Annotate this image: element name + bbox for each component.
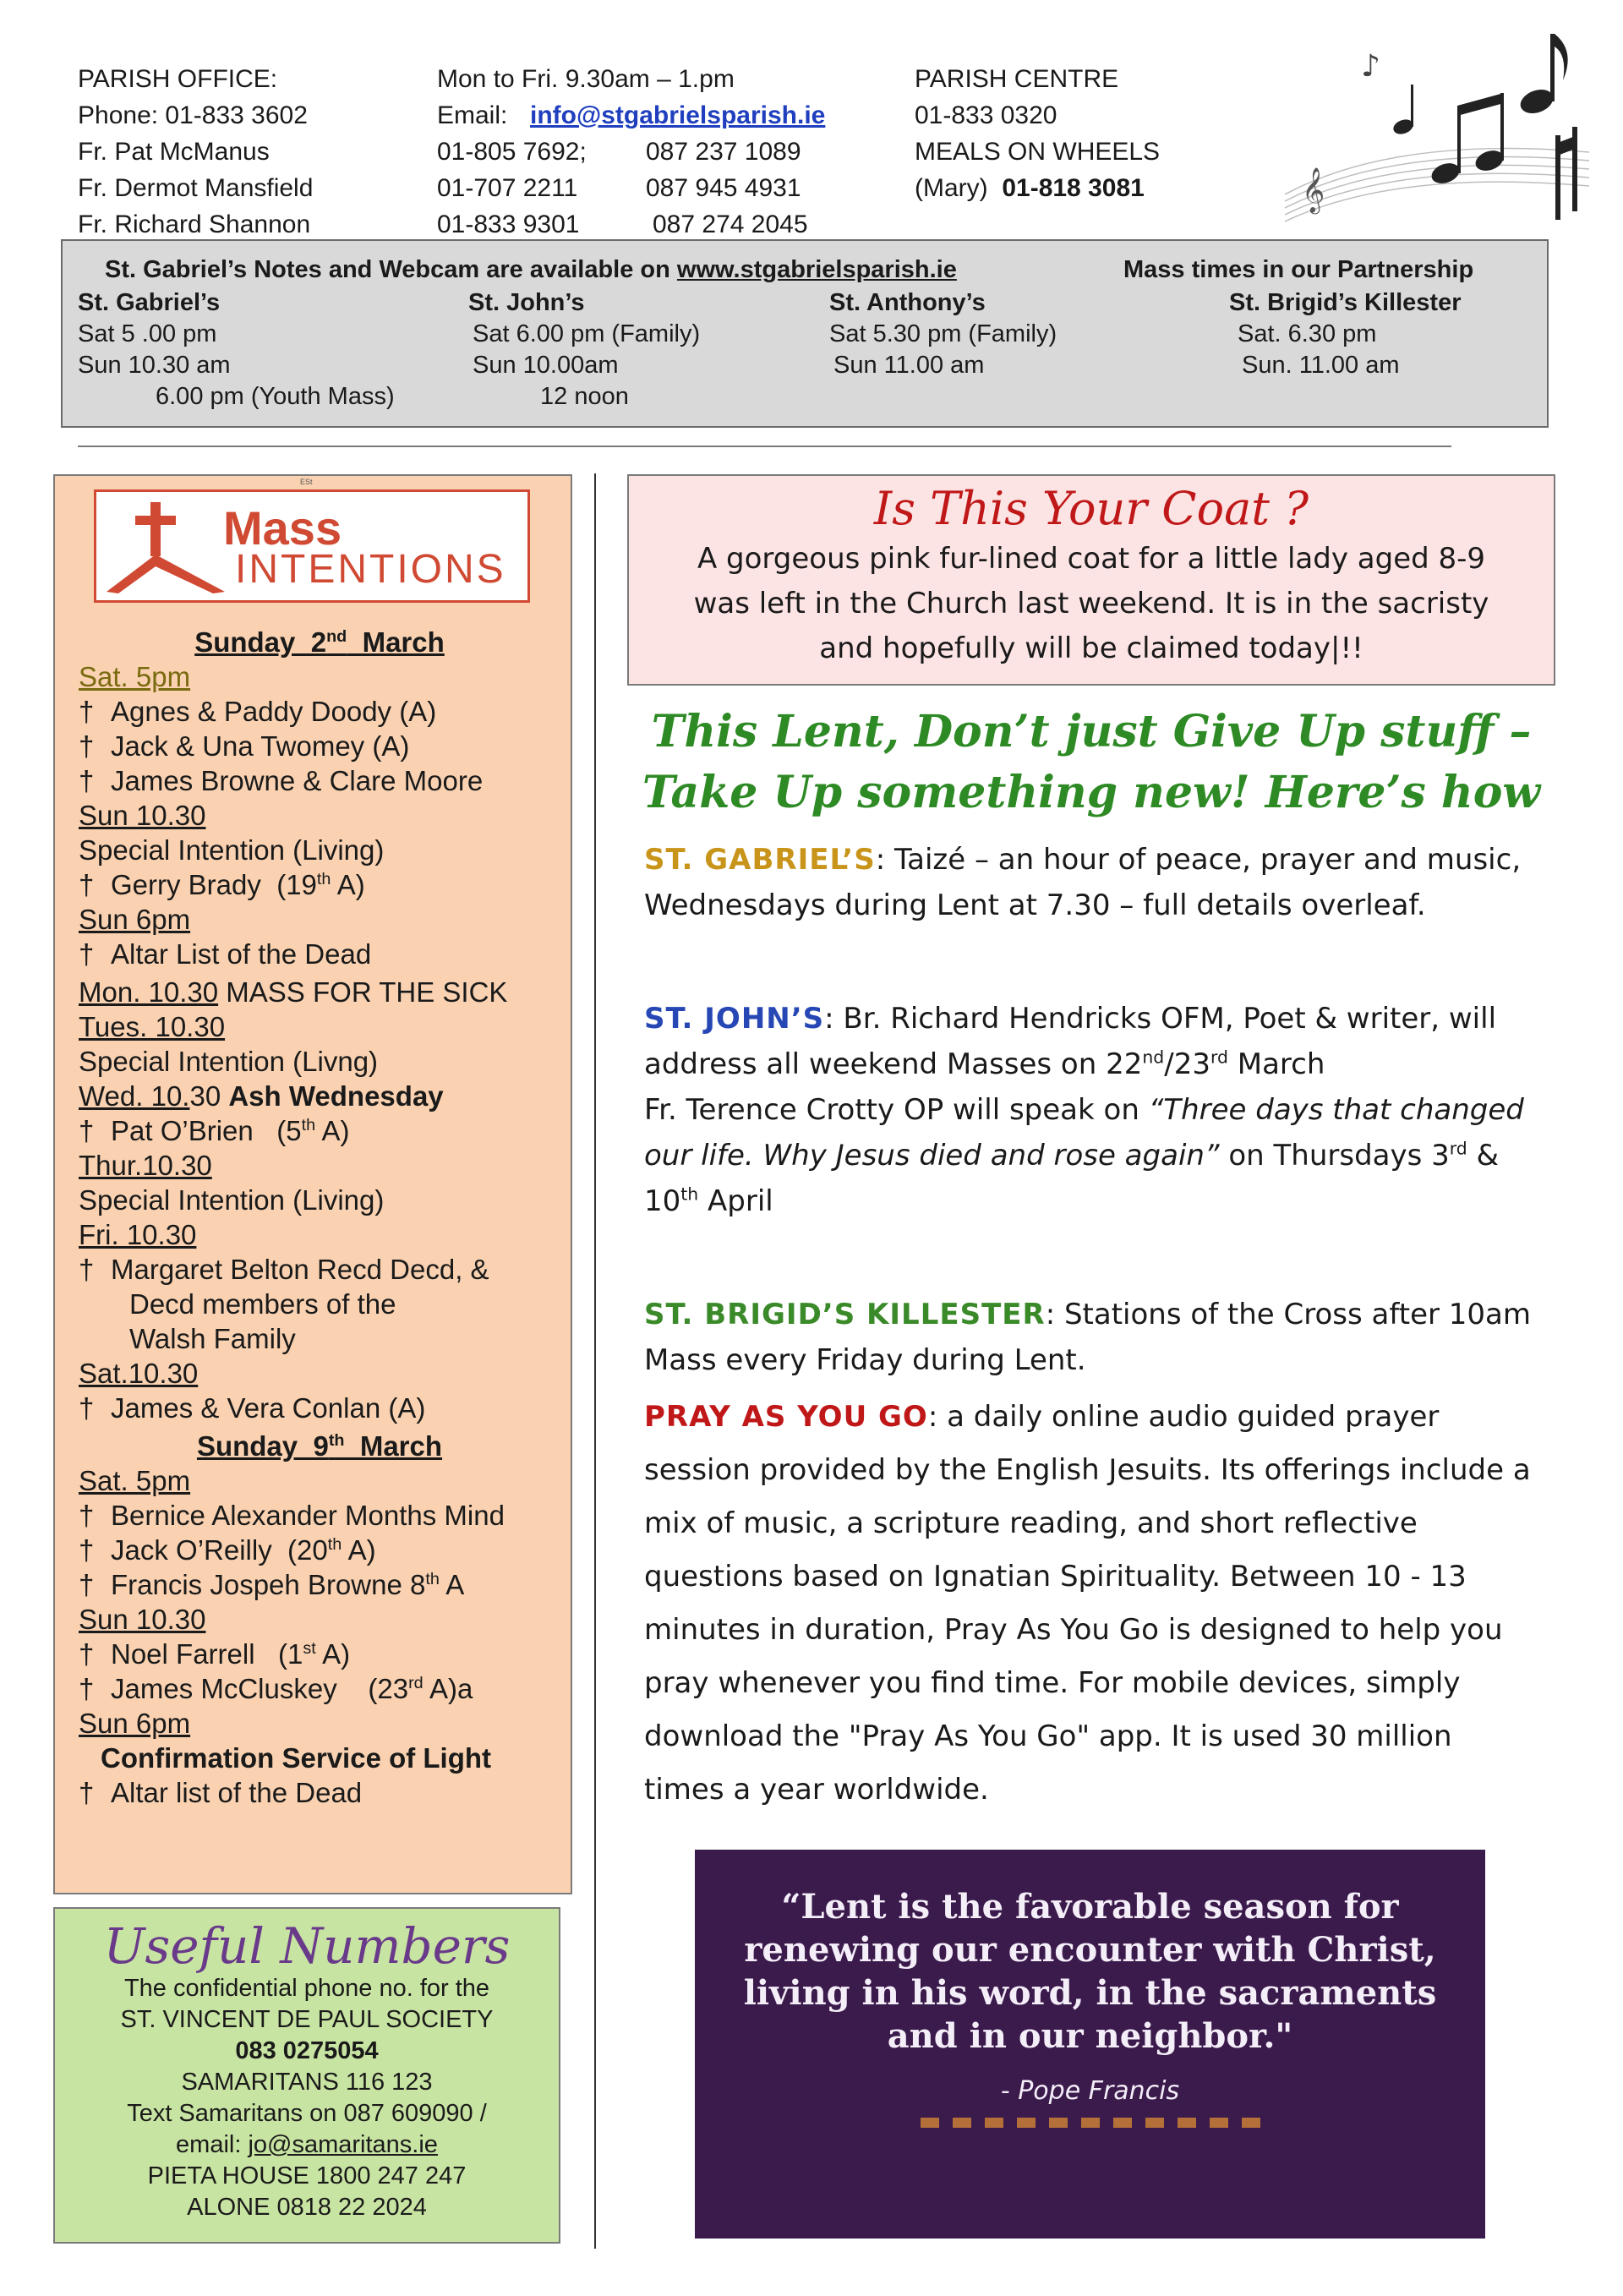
priest-mobile: 087 945 4931 [646,174,801,202]
priest-phone: 01-707 2211 [437,174,578,202]
website-link[interactable]: www.stgabrielsparish.ie [676,256,957,283]
list-item: † Altar List of the Dead [79,938,372,970]
notes-webcam-line: St. Gabriel’s Notes and Webcam are available on www.stgabrielsparish.ie [105,256,957,283]
meals-on-wheels-label: MEALS ON WHEELS [915,138,1161,166]
list-item: † Agnes & Paddy Doody (A) [79,696,437,727]
lent-heading [627,702,1555,823]
pray-as-you-go-label: PRAY AS YOU GO [644,1400,928,1434]
priest-name: Fr. Dermot Mansfield [78,174,314,202]
lent-heading-line: Take Up something new! Here’s how [642,767,1541,818]
mass-slot: Mon. 10.30 MASS FOR THE SICK [79,976,508,1008]
mass-slot: Sun 6pm [79,1708,191,1739]
coat-line: A gorgeous pink fur-lined coat for a little lady aged 8-9 [697,542,1486,576]
numbers-line: PIETA HOUSE 1800 247 247 [147,2162,467,2189]
mass-time: Sat 5 .00 pm [78,320,217,347]
mass-slot: Wed. 10.30 Ash Wednesday [79,1080,444,1112]
mass-time: Sun 11.00 am [833,352,985,379]
priest-phone: 01-833 9301 [437,210,580,238]
music-notes-image [1268,25,1589,237]
list-item: † Bernice Alexander Months Mind [79,1500,505,1531]
samaritans-email-link[interactable]: jo@samaritans.ie [248,2131,438,2158]
church-name-st-johns: St. John’s [468,289,585,316]
mass-time: 12 noon [540,383,629,410]
parish-centre-label: PARISH CENTRE [915,65,1119,93]
pray-as-you-go-paragraph: PRAY AS YOU GO: a daily online audio guided prayer session provided by the English Jesuits. Its offerings include a mix of music, a scripture reading, and short reflective questions based on Ignatian Spirituality. Between 10 - 13 minutes in duration, Pray As You Go is designed to help you pray whenever you find time. For mobile devices, simply download the "Pray As You Go" app. It is used 30 million times a year worldwide. [644,1400,1531,1807]
intentions-list [79,625,560,1810]
numbers-line: SAMARITANS 116 123 [181,2069,433,2096]
useful-numbers-title: Useful Numbers [103,1917,511,1975]
numbers-line: email: jo@samaritans.ie [176,2131,438,2158]
coat-line: and hopefully will be claimed today|!! [819,631,1363,665]
priest-mobile: 087 237 1089 [646,138,801,166]
parish-centre-phone: 01-833 0320 [915,101,1057,129]
mass-slot: Tues. 10.30 [79,1011,226,1042]
mass-slot: Sun 6pm [79,904,191,935]
coat-line: was left in the Church last weekend. It is in the sacristy [693,587,1489,620]
office-hours: Mon to Fri. 9.30am – 1.pm [437,65,735,93]
mass-slot: Thur.10.30 [79,1150,212,1181]
mass-slot: Fri. 10.30 [79,1219,197,1250]
list-item: † Gerry Brady (19th A) [79,869,365,900]
logo-intentions-text: INTENTIONS [235,547,506,592]
mass-time: Sun 10.00am [473,352,619,379]
list-item: † Jack & Una Twomey (A) [79,730,410,762]
st-gabriels-paragraph: ST. GABRIEL’S: Taizé – an hour of peace, prayer and music, Wednesdays during Lent at 7.30 – full details overleaf. [644,843,1522,922]
tiny-label: ESt [300,478,313,486]
list-item: Special Intention (Livng) [79,1046,379,1077]
mass-slot: Sat.10.30 [79,1358,199,1389]
mass-time-youth: 6.00 pm (Youth Mass) [156,383,395,410]
list-item: Special Intention (Living) [79,834,385,866]
coat-title: Is This Your Coat ? [873,482,1309,535]
pope-francis-quote [695,1850,1485,2239]
meals-phone: 01-818 3081 [1002,174,1145,202]
coat-notice-box [627,474,1555,686]
mass-slot: Sat. 5pm [79,1465,191,1496]
priest-name: Fr. Pat McManus [78,138,270,166]
mass-slot: Sun 10.30 [79,1604,206,1635]
priest-name: Fr. Richard Shannon [78,210,311,238]
email-link[interactable]: info@stgabrielsparish.ie [530,101,826,129]
list-item: † Margaret Belton Recd Decd, & [79,1254,489,1285]
church-cross-icon [107,499,233,599]
list-item: † Noel Farrell (1st A) [79,1638,351,1670]
quote-text: “Lent is the favorable season for renewing our encounter with Christ, living in his word, in the sacraments and in our neighbor." [743,1887,1437,2056]
st-brigids-label: ST. BRIGID’S KILLESTER [644,1298,1046,1331]
horizontal-divider [78,446,1451,447]
svp-phone: 083 0275054 [235,2037,379,2064]
lent-heading-line: This Lent, Don’t just Give Up stuff – [651,706,1532,757]
st-johns-label: ST. JOHN’S [644,1002,825,1036]
priest-mobile: 087 274 2045 [653,210,808,238]
office-phone: Phone: 01-833 3602 [78,101,308,129]
column-divider [594,473,596,2249]
mass-slot: Sat. 5pm [79,661,191,692]
numbers-line: Text Samaritans on 087 609090 / [127,2100,487,2127]
st-brigids-paragraph: ST. BRIGID’S KILLESTER: Stations of the Cross after 10am Mass every Friday during Lent. [644,1298,1532,1377]
quote-attribution: - Pope Francis [1000,2076,1180,2106]
list-item: Special Intention (Living) [79,1184,385,1216]
numbers-line: ALONE 0818 22 2024 [187,2194,427,2221]
parish-office-label: PARISH OFFICE: [78,65,278,93]
mass-intentions-box [53,474,572,1894]
st-johns-paragraph: ST. JOHN’S: Br. Richard Hendricks OFM, Poet & writer, will address all weekend Masses on 22nd/23rd March Fr. Terence Crotty OP will speak on “Three days that changed our life. Why Jesus died and rose again” on Thursdays 3rd & 10th April [644,996,1540,1224]
svg-text:𝄞: 𝄞 [1302,167,1325,212]
mass-time: Sun 10.30 am [78,352,231,379]
decorative-dots [695,2118,1485,2128]
date-heading: Sunday 2nd March [194,626,445,658]
list-item: † James Browne & Clare Moore [79,765,484,796]
list-item: † James & Vera Conlan (A) [79,1392,426,1424]
logo-mass-text: Mass [223,501,342,555]
email-label: Email: [437,101,508,129]
mass-times-box [61,239,1549,428]
church-name-st-gabriels: St. Gabriel’s [78,289,221,316]
list-item: Confirmation Service of Light [101,1742,492,1774]
mass-slot: Sun 10.30 [79,800,206,831]
date-heading: Sunday 9th March [196,1430,443,1462]
meals-contact: (Mary) 01-818 3081 [915,174,1145,202]
numbers-line: ST. VINCENT DE PAUL SOCIETY [120,2006,494,2033]
list-item: Decd members of the [129,1288,396,1320]
svg-text:♪: ♪ [1361,49,1380,84]
list-item: † Pat O’Brien (5th A) [79,1115,350,1146]
mass-time: Sun. 11.00 am [1242,352,1400,379]
list-item: Walsh Family [129,1323,296,1354]
list-item: † James McCluskey (23rd A)a [79,1673,473,1704]
terence-crotty-notice: Fr. Terence Crotty OP will speak on “Three days that changed our life. Why Jesus died and rose again” on Thursdays 3rd & 10th April [644,1093,1524,1218]
priest-phone: 01-805 7692; [437,138,587,166]
list-item: † Francis Jospeh Browne 8th A [79,1569,465,1600]
partnership-heading: Mass times in our Partnership [1123,256,1474,283]
mass-time: Sat. 6.30 pm [1238,320,1377,347]
numbers-line: The confidential phone no. for the [123,1975,490,2002]
mass-time: Sat 5.30 pm (Family) [829,320,1057,347]
useful-numbers-box [53,1907,560,2244]
church-name-st-brigids: St. Brigid’s Killester [1229,289,1462,316]
mass-intentions-logo [94,489,530,603]
mass-time: Sat 6.00 pm (Family) [473,320,701,347]
list-item: † Jack O’Reilly (20th A) [79,1534,376,1566]
list-item: † Altar list of the Dead [79,1777,363,1808]
st-gabriels-label: ST. GABRIEL’S [644,843,876,877]
church-name-st-anthonys: St. Anthony’s [829,289,986,316]
